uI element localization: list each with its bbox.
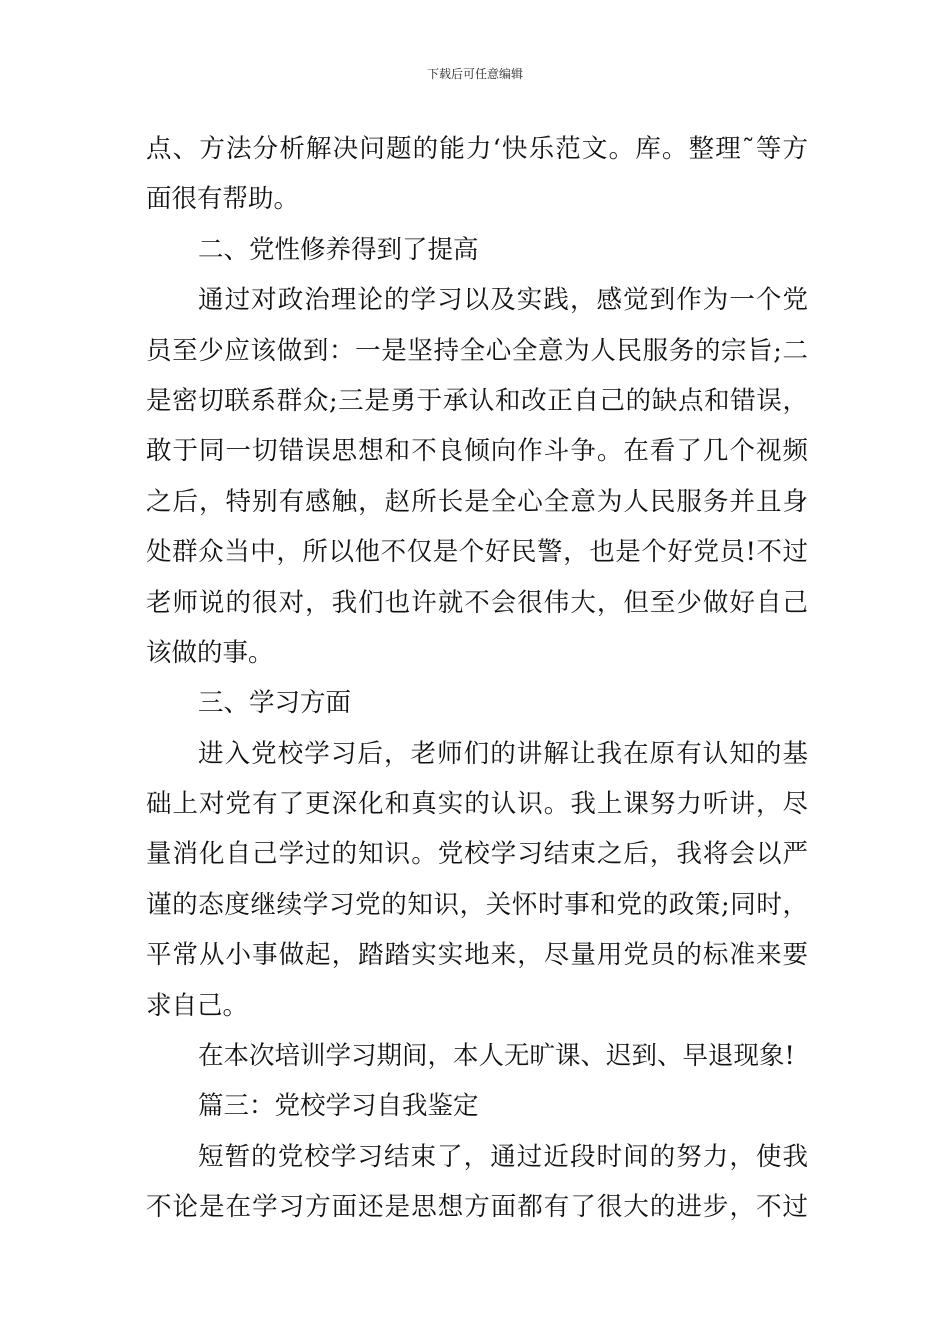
section-heading: 三、学习方面 (198, 688, 352, 719)
text-line: 短暂的党校学习结束了，通过近段时间的努力，使我 (198, 1141, 808, 1172)
text-line: 老师说的很对，我们也许就不会很伟大，但至少做好自己 (146, 587, 808, 618)
text-line: 求自己。 (146, 990, 249, 1021)
text-line: 平常从小事做起，踏踏实实地来，尽量用党员的标准来要 (146, 940, 808, 971)
text-line: 是密切联系群众;三是勇于承认和改正自己的缺点和错误， (146, 385, 808, 416)
text-line: 通过对政治理论的学习以及实践，感觉到作为一个党 (198, 285, 808, 316)
text-line: 谨的态度继续学习党的知识，关怀时事和党的政策;同时， (146, 889, 808, 920)
text-line: 不论是在学习方面还是思想方面都有了很大的进步，不过 (146, 1192, 808, 1223)
text-line: 之后，特别有感触，赵所长是全心全意为人民服务并且身 (146, 486, 808, 517)
section-title: 篇三：党校学习自我鉴定 (198, 1091, 479, 1122)
text-line: 础上对党有了更深化和真实的认识。我上课努力听讲，尽 (146, 789, 808, 820)
text-line: 点、方法分析解决问题的能力‘快乐范文。库。整理˜等方 (146, 134, 808, 164)
text-line: 在本次培训学习期间，本人无旷课、迟到、早退现象! (198, 1041, 795, 1072)
text-line: 该做的事。 (146, 637, 274, 668)
page-header: 下载后可任意编辑 (426, 67, 523, 81)
text-line: 量消化自己学过的知识。党校学习结束之后，我将会以严 (146, 839, 808, 870)
section-heading: 二、党性修养得到了提高 (198, 234, 479, 265)
text-line: 敢于同一切错误思想和不良倾向作斗争。在看了几个视频 (146, 436, 808, 467)
text-line: 处群众当中，所以他不仅是个好民警，也是个好党员!不过 (146, 537, 808, 568)
text-line: 面很有帮助。 (146, 184, 300, 215)
text-line: 员至少应该做到：一是坚持全心全意为人民服务的宗旨;二 (146, 335, 808, 366)
document-body (146, 124, 808, 1233)
text-line: 进入党校学习后，老师们的讲解让我在原有认知的基 (198, 738, 808, 769)
